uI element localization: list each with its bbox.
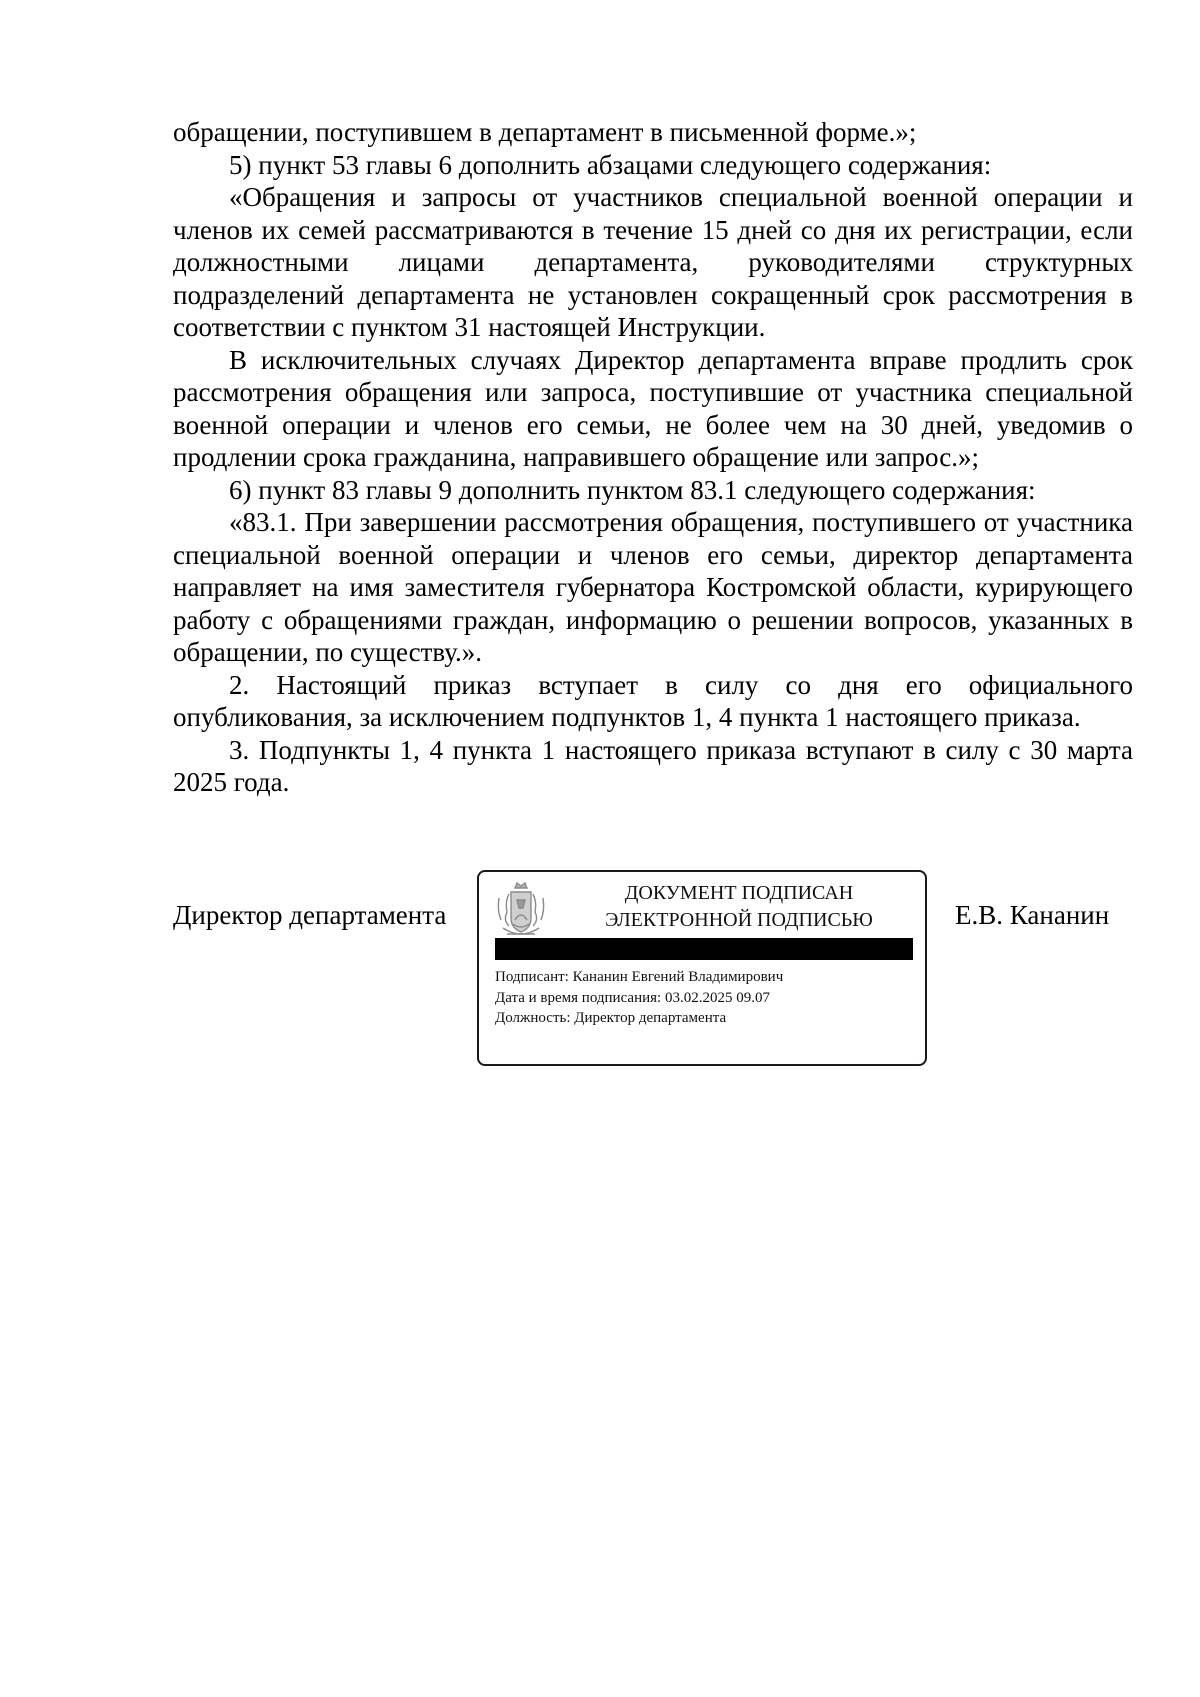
paragraph-continuation: обращении, поступившем в департамент в письменной форме.»; — [173, 117, 917, 147]
coat-of-arms-icon — [493, 880, 549, 942]
stamp-heading — [569, 880, 909, 934]
stamp-heading-line-1: ДОКУМЕНТ ПОДПИСАН — [624, 882, 854, 904]
document-body — [173, 116, 1133, 799]
paragraph-clause-2: 2. Настоящий приказ вступает в силу со дня его официального опубликования, за исключением подпунктов 1, 4 пункта 1 настоящего приказа. — [173, 669, 1133, 732]
certificate-redaction-bar — [495, 938, 913, 960]
paragraph-item-5: 5) пункт 53 главы 6 дополнить абзацами следующего содержания: — [229, 149, 992, 180]
stamp-datetime: Дата и время подписания: 03.02.2025 09.07 — [495, 989, 770, 1006]
signer-title: Директор департамента — [173, 900, 447, 930]
electronic-signature-stamp — [477, 870, 927, 1066]
paragraph-item-6: 6) пункт 83 главы 9 дополнить пунктом 83.1 следующего содержания: — [229, 474, 1036, 505]
signer-name: Е.В. Кананин — [955, 900, 1110, 930]
stamp-signer: Подписант: Кананин Евгений Владимирович — [495, 969, 784, 985]
stamp-heading-line-2: ЭЛЕКТРОННОЙ ПОДПИСЬЮ — [605, 909, 873, 931]
paragraph-quote-83-1: «83.1. При завершении рассмотрения обращения, поступившего от участника специальной военной операции и членов его семьи, директор департамента направляет на имя заместителя губернатора Костромской области, курирующего работу с обращениями граждан, информацию о решении вопросов, указанных в обращении, по существу.». — [173, 507, 1133, 667]
stamp-details — [495, 967, 915, 1029]
paragraph-exceptional-cases: В исключительных случаях Директор департамента вправе продлить срок рассмотрения обращения или запроса, поступившие от участника специальной военной операции и членов его семьи, не более чем на 30 дней, уведомив о продлении срока гражданина, направившего обращение или запрос.»; — [173, 344, 1133, 472]
paragraph-quote-appeals: «Обращения и запросы от участников специальной военной операции и членов их семей рассматриваются в течение 15 дней со дня их регистрации, если должностными лицами департамента, руководителями структурных подразделений департамента не установлен сокращенный срок рассмотрения в соответствии с пунктом 31 настоящей Инструкции. — [173, 182, 1133, 342]
paragraph-clause-3: 3. Подпункты 1, 4 пункта 1 настоящего приказа вступают в силу с 30 марта 2025 года. — [173, 734, 1133, 797]
stamp-position: Должность: Директор департамента — [495, 1010, 727, 1026]
